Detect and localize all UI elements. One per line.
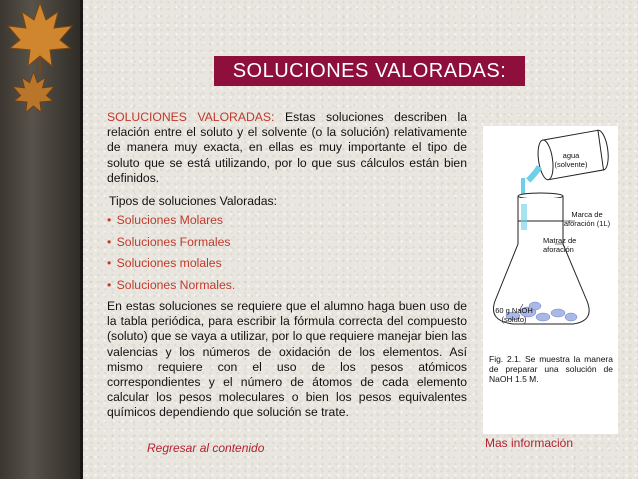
label-marca: Marca de xyxy=(571,210,603,219)
list-item xyxy=(107,256,467,271)
label-matraz: Matraz de xyxy=(543,236,577,245)
figure-caption: Fig. 2.1. Se muestra la manera de preparar una solución de NaOH 1.5 M. xyxy=(489,354,613,384)
flask-figure xyxy=(483,126,618,434)
list-item-label: Soluciones Normales. xyxy=(116,277,236,292)
maple-leaf-icon xyxy=(0,0,80,75)
list-item-label: Soluciones Formales xyxy=(116,234,231,249)
bullet-icon: • xyxy=(107,213,112,228)
label-solvente: (solvente) xyxy=(554,160,588,169)
bullet-icon: • xyxy=(107,256,112,271)
list-item-label: Soluciones molales xyxy=(116,256,222,271)
list-item xyxy=(107,213,467,228)
text-column xyxy=(107,110,467,421)
label-agua: agua xyxy=(562,151,580,160)
back-to-contents-link[interactable]: Regresar al contenido xyxy=(147,441,265,455)
types-list xyxy=(107,213,467,293)
slide-title: SOLUCIONES VALORADAS: xyxy=(214,56,525,86)
intro-paragraph xyxy=(107,110,467,186)
types-heading: Tipos de soluciones Valoradas: xyxy=(109,194,278,209)
bullet-icon: • xyxy=(107,234,112,249)
maple-leaf-small-icon xyxy=(6,70,61,118)
label-soluto: (soluto) xyxy=(501,315,527,324)
label-matraz-2: aforación xyxy=(543,245,574,254)
intro-text: Estas soluciones describen la relación entre el soluto y el solvente (o la solución) relativamente de manera muy exacta, en ellas es muy importante el tipo de soluto que se está utilizando, por lo que sus cálculos están bien definidos. xyxy=(107,110,467,185)
list-item xyxy=(107,278,467,293)
more-info-link[interactable]: Mas información xyxy=(485,436,574,450)
bullet-icon: • xyxy=(107,277,112,292)
intro-highlight: SOLUCIONES VALORADAS: xyxy=(107,110,275,124)
label-naoh: 60 g NaOH xyxy=(495,306,533,315)
label-aforacion: aforación (1L) xyxy=(563,219,611,228)
list-item xyxy=(107,235,467,250)
list-item-label: Soluciones Molares xyxy=(116,213,224,228)
body-paragraph: En estas soluciones se requiere que el alumno haga buen uso de la tabla periódica, para escribir la fórmula correcta del compuesto (soluto) que se vaya a utilizar, por lo que requiere manejar bien las valencias y los números de oxidación de los elementos. Así mismo requiere con el uso de los pesos atómicos correspondientes y el número de átomos de cada elemento calcular los pesos moleculares o bien los pesos equivalentes químicos dependiendo que solución se trate. xyxy=(107,299,467,420)
